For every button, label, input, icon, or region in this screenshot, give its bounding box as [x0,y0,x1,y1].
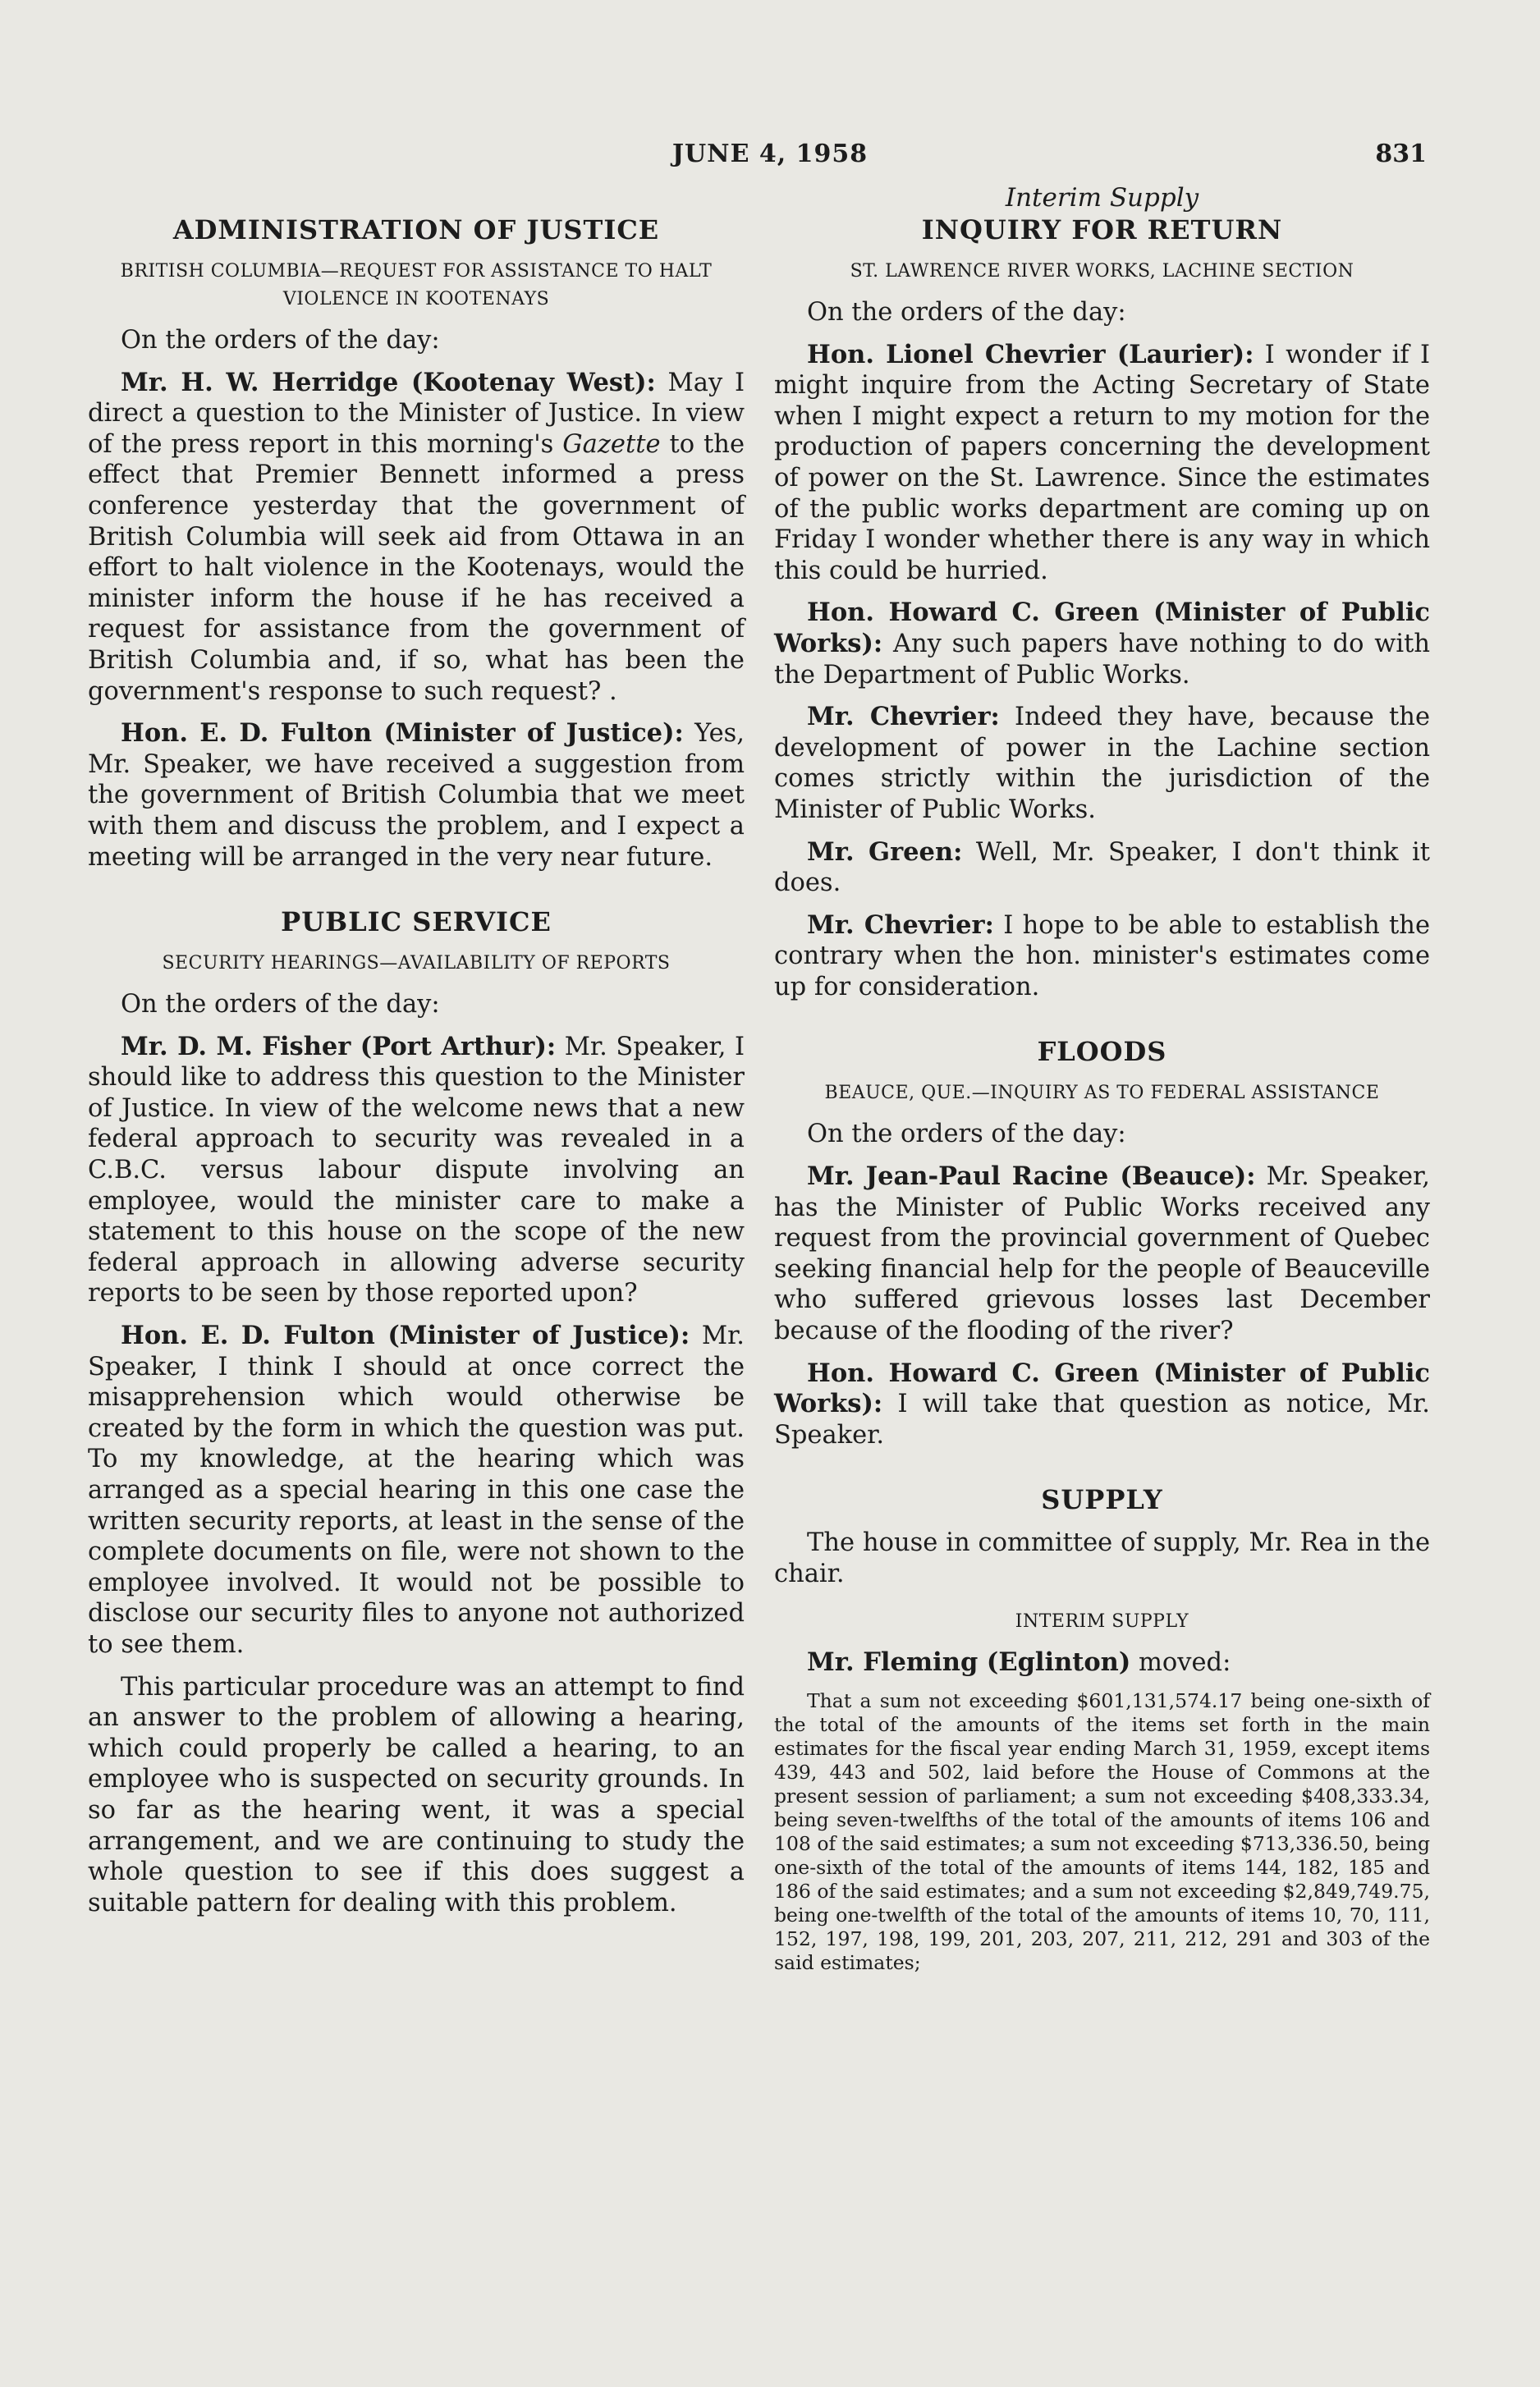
subheading-british-columbia: BRITISH COLUMBIA—REQUEST FOR ASSISTANCE TO HALT VIOLENCE IN KOOTENAYS [120,261,713,309]
speaker-name: Mr. Chevrier: [807,702,1000,732]
paragraph-chevrier-3: Mr. Chevrier: I hope to be able to establish the contrary when the hon. minister's estimates come up for consideration. [774,909,1431,1001]
speaker-name: Hon. E. D. Fulton (Minister of Justice): [121,718,684,749]
section-heading-inquiry-for-return: INQUIRY FOR RETURN [921,214,1283,245]
section-heading-supply: SUPPLY [1041,1484,1163,1516]
paragraph-fleming: Mr. Fleming (Eglinton) moved: [807,1647,1231,1677]
speaker-name: Mr. H. W. Herridge (Kootenay West): [121,367,656,397]
paragraph-herridge: Mr. H. W. Herridge (Kootenay West): May I direct a question to the Minister of Justice. In view of the press report in this morning's Gazette to the effect that Premier Bennett informed a press conference yesterday that the government of British Columbia will seek aid from Ottawa in an effort to halt violence in the Kootenays, would the minister inform the house if he has received a request for assistance from the government of British Columbia and, if so, what has been the government's response to such request? . [88,367,745,706]
motion-text: That a sum not exceeding $601,131,574.17 being one-sixth of the total of the amounts of the items set forth in the main estimates for the fiscal year ending March 31, 1959, except items 439, 443 and 502, laid before the House of Commons at the present session of parliament; a sum not exceeding $408,333.34, being seven-twelfths of the total of the amounts of items 106 and 108 of the said estimates; a sum not exceeding $713,336.50, being one-sixth of the total of the amounts of items 144, 182, 185 and 186 of the said estimates; and a sum not exceeding $2,849,749.75, being one-twelfth of the total of the amounts of items 10, 70, 111, 152, 197, 198, 199, 201, 203, 207, 211, 212, 291 and 303 of the said estimates; [774,1689,1430,1975]
paragraph-green-floods: Hon. Howard C. Green (Minister of Public Works): I will take that question as notice, Mr. Speaker. [774,1358,1430,1450]
paragraph-racine: Mr. Jean-Paul Racine (Beauce): Mr. Speaker, has the Minister of Public Works received any request from the provincial government of Quebec seeking financial help for the people of Beauceville who suffered grievous losses last December because of the flooding of the river? [774,1161,1430,1346]
page-number: 831 [1375,140,1427,168]
orders-of-the-day: On the orders of the day: [121,326,440,355]
paragraph-green: Hon. Howard C. Green (Minister of Public Works): Any such papers have nothing to do with the Department of Public Works. [774,598,1430,690]
paragraph-fisher: Mr. D. M. Fisher (Port Arthur): Mr. Speaker, I should like to address this question to the Minister of Justice. In view of the welcome news that a new federal approach to security was revealed in a C.B.C. versus labour dispute involving an employee, would the minister care to make a statement to this house on the scope of the new federal approach in allowing adverse security reports to be seen by those reported upon? [88,1031,745,1308]
paragraph-fulton-security: Hon. E. D. Fulton (Minister of Justice): Mr. Speaker, I think I should at once correct the misapprehension which would otherwise be created by the form in which the question was put. To my knowledge, at the hearing which was arranged as a special hearing in this one case the written security reports, at least in the sense of the complete documents on file, were not shown to the employee involved. It would not be possible to disclose our security files to anyone not authorized to see them. [88,1321,745,1659]
subheading-st-lawrence: ST. LAWRENCE RIVER WORKS, LACHINE SECTION [850,261,1354,282]
speaker-name: Mr. Fleming (Eglinton) [807,1647,1131,1677]
orders-of-the-day: On the orders of the day: [121,990,440,1019]
subheading-beauce: BEAUCE, QUE.—INQUIRY AS TO FEDERAL ASSISTANCE [824,1083,1380,1104]
paragraph-chevrier-2: Mr. Chevrier: Indeed they have, because the development of power in the Lachine section comes strictly within the jurisdiction of the Minister of Public Works. [774,702,1431,824]
speaker-name: Mr. Chevrier: [807,909,994,940]
section-heading-public-service: PUBLIC SERVICE [281,906,552,938]
section-heading-administration-of-justice: ADMINISTRATION OF JUSTICE [172,214,660,245]
speaker-name: Hon. Howard C. Green (Minister of Public Works): [774,598,1430,658]
speaker-name: Hon. Lionel Chevrier (Laurier): [807,339,1254,369]
running-title: Interim Supply [1005,183,1199,213]
paragraph-green-2: Mr. Green: Well, Mr. Speaker, I don't think it does. [774,836,1430,898]
speaker-name: Mr. Jean-Paul Racine (Beauce): [807,1161,1256,1192]
speaker-name: Hon. E. D. Fulton (Minister of Justice): [121,1321,690,1351]
left-column [88,182,745,1918]
right-column [774,182,1430,1975]
page-header [0,140,1540,189]
paragraph-committee: The house in committee of supply, Mr. Rea in the chair. [774,1528,1430,1588]
subheading-security-hearings: SECURITY HEARINGS—AVAILABILITY OF REPORTS [162,953,671,974]
subheading-interim-supply: INTERIM SUPPLY [1015,1610,1189,1632]
paragraph-fulton-reply: Hon. E. D. Fulton (Minister of Justice): Yes, Mr. Speaker, we have received a suggestion from the government of British Columbia that we meet with them and discuss the problem, and I expect a meeting will be arranged in the very near future. [88,718,745,872]
paragraph-chevrier: Hon. Lionel Chevrier (Laurier): I wonder if I might inquire from the Acting Secretary of State when I might expect a return to my motion for the production of papers concerning the development of power on the St. Lawrence. Since the estimates of the public works department are coming up on Friday I wonder whether there is any way in which this could be hurried. [774,339,1430,585]
orders-of-the-day: On the orders of the day: [807,298,1126,327]
page-date: JUNE 4, 1958 [671,140,869,168]
speaker-name: Mr. Green: [807,836,963,867]
orders-of-the-day: On the orders of the day: [807,1120,1126,1149]
paragraph-procedure: This particular procedure was an attempt to find an answer to the problem of allowing a hearing, which could properly be called a hearing, to an employee who is suspected on security grounds. In so far as the hearing went, it was a special arrangement, and we are continuing to study the whole question to see if this does suggest a suitable pattern for dealing with this problem. [88,1672,745,1917]
speaker-name: Hon. Howard C. Green (Minister of Public Works): [774,1358,1430,1419]
section-heading-floods: FLOODS [1037,1036,1167,1068]
speaker-name: Mr. D. M. Fisher (Port Arthur): [121,1031,557,1061]
